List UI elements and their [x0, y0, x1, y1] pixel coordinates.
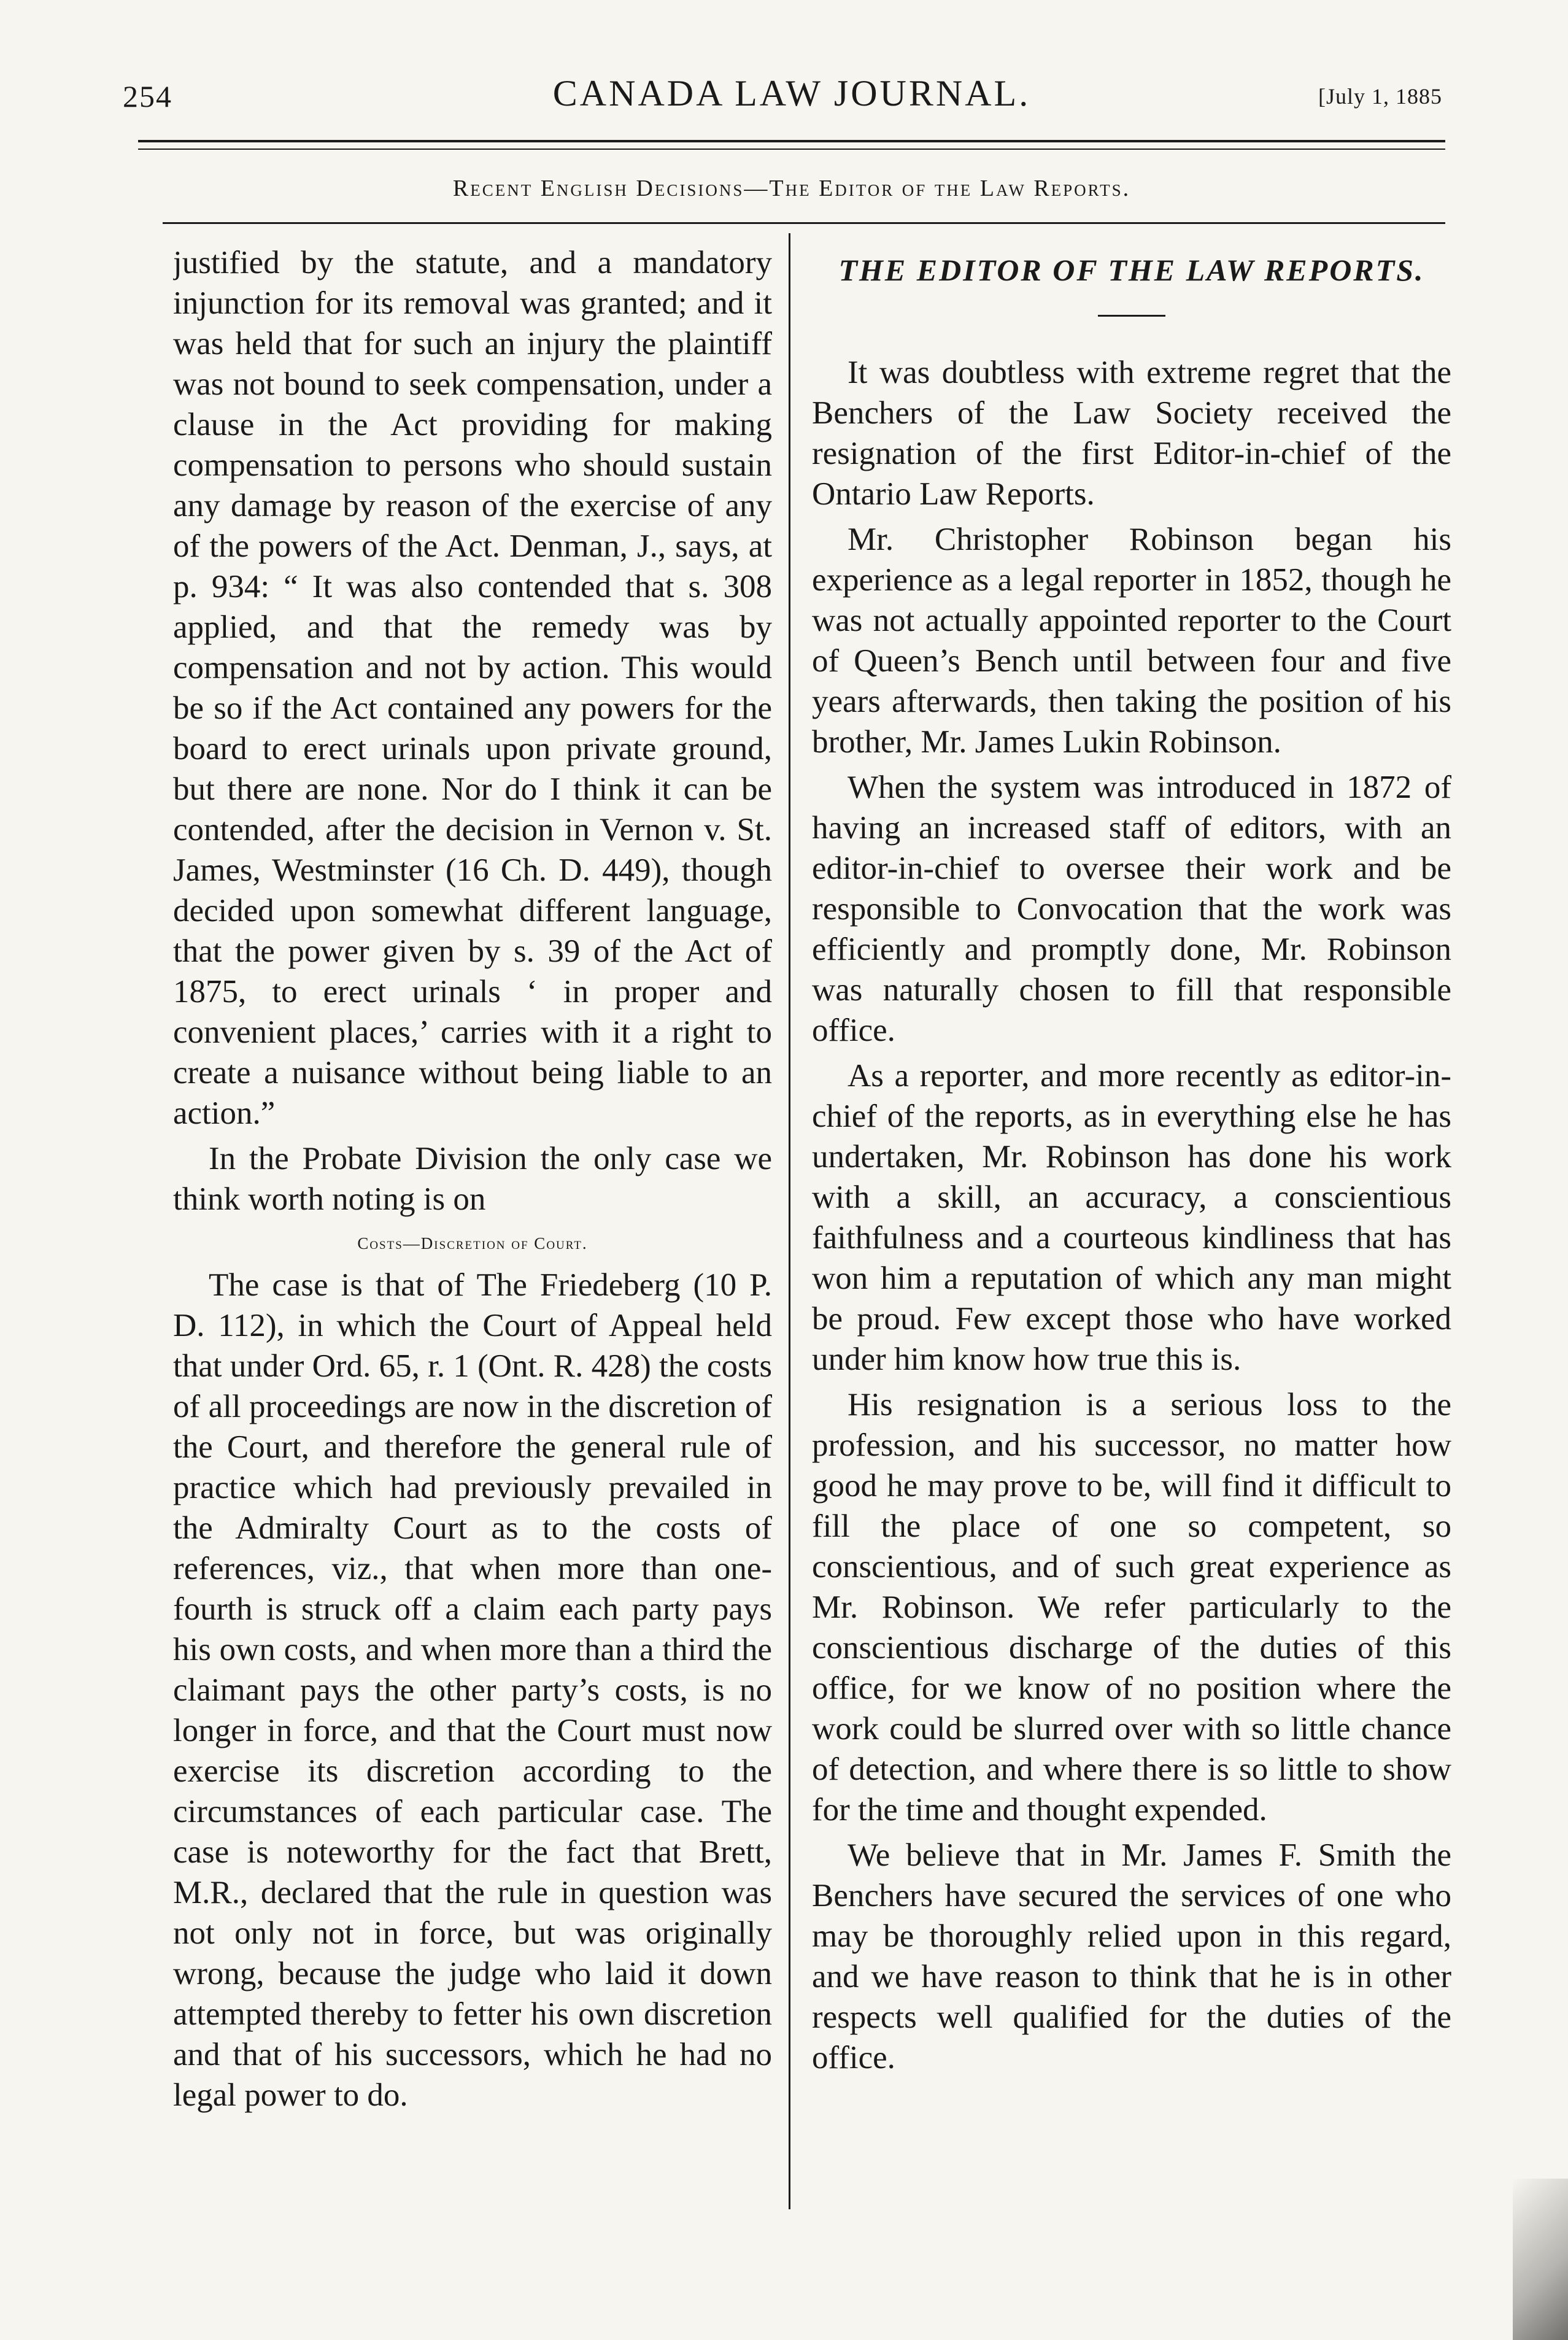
left-paragraph: In the Probate Division the only case we think worth noting is on [173, 1141, 772, 1217]
running-head-rule [163, 222, 1445, 224]
column-divider [789, 233, 790, 2209]
journal-title: CANADA LAW JOURNAL. [552, 73, 1031, 114]
header-rule-top [138, 140, 1445, 142]
issue-date: [July 1, 1885 [1318, 84, 1442, 109]
right-paragraph: His resignation is a serious loss to the profession, and his successor, no matter how good he may prove to be, will find it difficult to fill the place of one so competent, so conscientious, and of such great experience as Mr. Robinson. We refer particularly to the conscientious discharge of the duties of this office, for we know of no position where the work could be slurred over with so little chance of detection, and where there is so little to show for the time and thought expended. [812, 1387, 1451, 1828]
left-paragraph: justified by the statute, and a mandatory injunction for its removal was granted; and it was held that for such an injury the plaintiff was not bound to seek compensation, under a clause in the Act providing for making compensation to persons who should sustain any damage by reason of the exercise of any of the powers of the Act. Denman, J., says, at p. 934: “ It was also contended that s. 308 applied, and that the remedy was by compensation and not by action. This would be so if the Act contained any powers for the board to erect urinals upon private ground, but there are none. Nor do I think it can be contended, after the decision in Vernon v. St. James, Westminster (16 Ch. D. 449), though decided upon somewhat different language, that the power given by s. 39 of the Act of 1875, to erect urinals ‘ in proper and convenient places,’ carries with it a right to create a nuisance without being liable to an action.” [173, 245, 772, 1131]
right-paragraph: As a reporter, and more recently as editor-in-chief of the reports, as in everything else he has undertaken, Mr. Robinson has done his work with a skill, an accuracy, a conscientious faithfulness and a courteous kindliness that has won him a reputation of which any man might be proud. Few except those who have worked under him know how true this is. [812, 1058, 1451, 1377]
left-column [173, 242, 772, 2231]
right-paragraph: Mr. Christopher Robinson began his experience as a legal reporter in 1852, though he was not actually appointed reporter to the Court of Queen’s Bench until between four and five years afterwards, then taking the position of his brother, Mr. James Lukin Robinson. [812, 522, 1451, 760]
scan-edge-shadow [1513, 2179, 1568, 2340]
title-rule [1098, 315, 1165, 317]
article-title: THE EDITOR OF THE LAW REPORTS. [838, 253, 1425, 287]
left-paragraph: The case is that of The Friedeberg (10 P. D. 112), in which the Court of Appeal held that under Ord. 65, r. 1 (Ont. R. 428) the costs of all proceedings are now in the discretion of the Court, and therefore the general rule of practice which had previously prevailed in the Admiralty Court as to the costs of references, viz., that when more than one-fourth is struck off a claim each party pays his own costs, and when more than a third the claimant pays the other party’s costs, is no longer in force, and that the Court must now exercise its discretion according to the circumstances of each particular case. The case is noteworthy for the fact that Brett, M.R., declared that the rule in question was not only not in force, but was originally wrong, because the judge who laid it down attempted thereby to fetter his own discretion and that of his successors, which he had no legal power to do. [173, 1267, 772, 2113]
running-head: Recent English Decisions—The Editor of the Law Reports. [452, 176, 1131, 201]
page-header [123, 72, 1461, 128]
header-rule-bottom [138, 149, 1445, 150]
right-paragraph: It was doubtless with extreme regret that the Benchers of the Law Society received the resignation of the first Editor-in-chief of the Ontario Law Reports. [812, 355, 1451, 512]
page-number: 254 [123, 79, 172, 114]
section-subheading: Costs—Discretion of Court. [357, 1234, 588, 1253]
right-paragraph: We believe that in Mr. James F. Smith the Benchers have secured the services of one who may be thoroughly relied upon in this regard, and we have reason to think that he is in other respects well qualified for the duties of the office. [812, 1837, 1451, 2075]
right-paragraph: When the system was introduced in 1872 of having an increased staff of editors, with an editor-in-chief to oversee their work and be responsible to Convocation that the work was efficiently and promptly done, Mr. Robinson was naturally chosen to fill that responsible office. [812, 770, 1451, 1048]
right-column [812, 242, 1451, 2231]
